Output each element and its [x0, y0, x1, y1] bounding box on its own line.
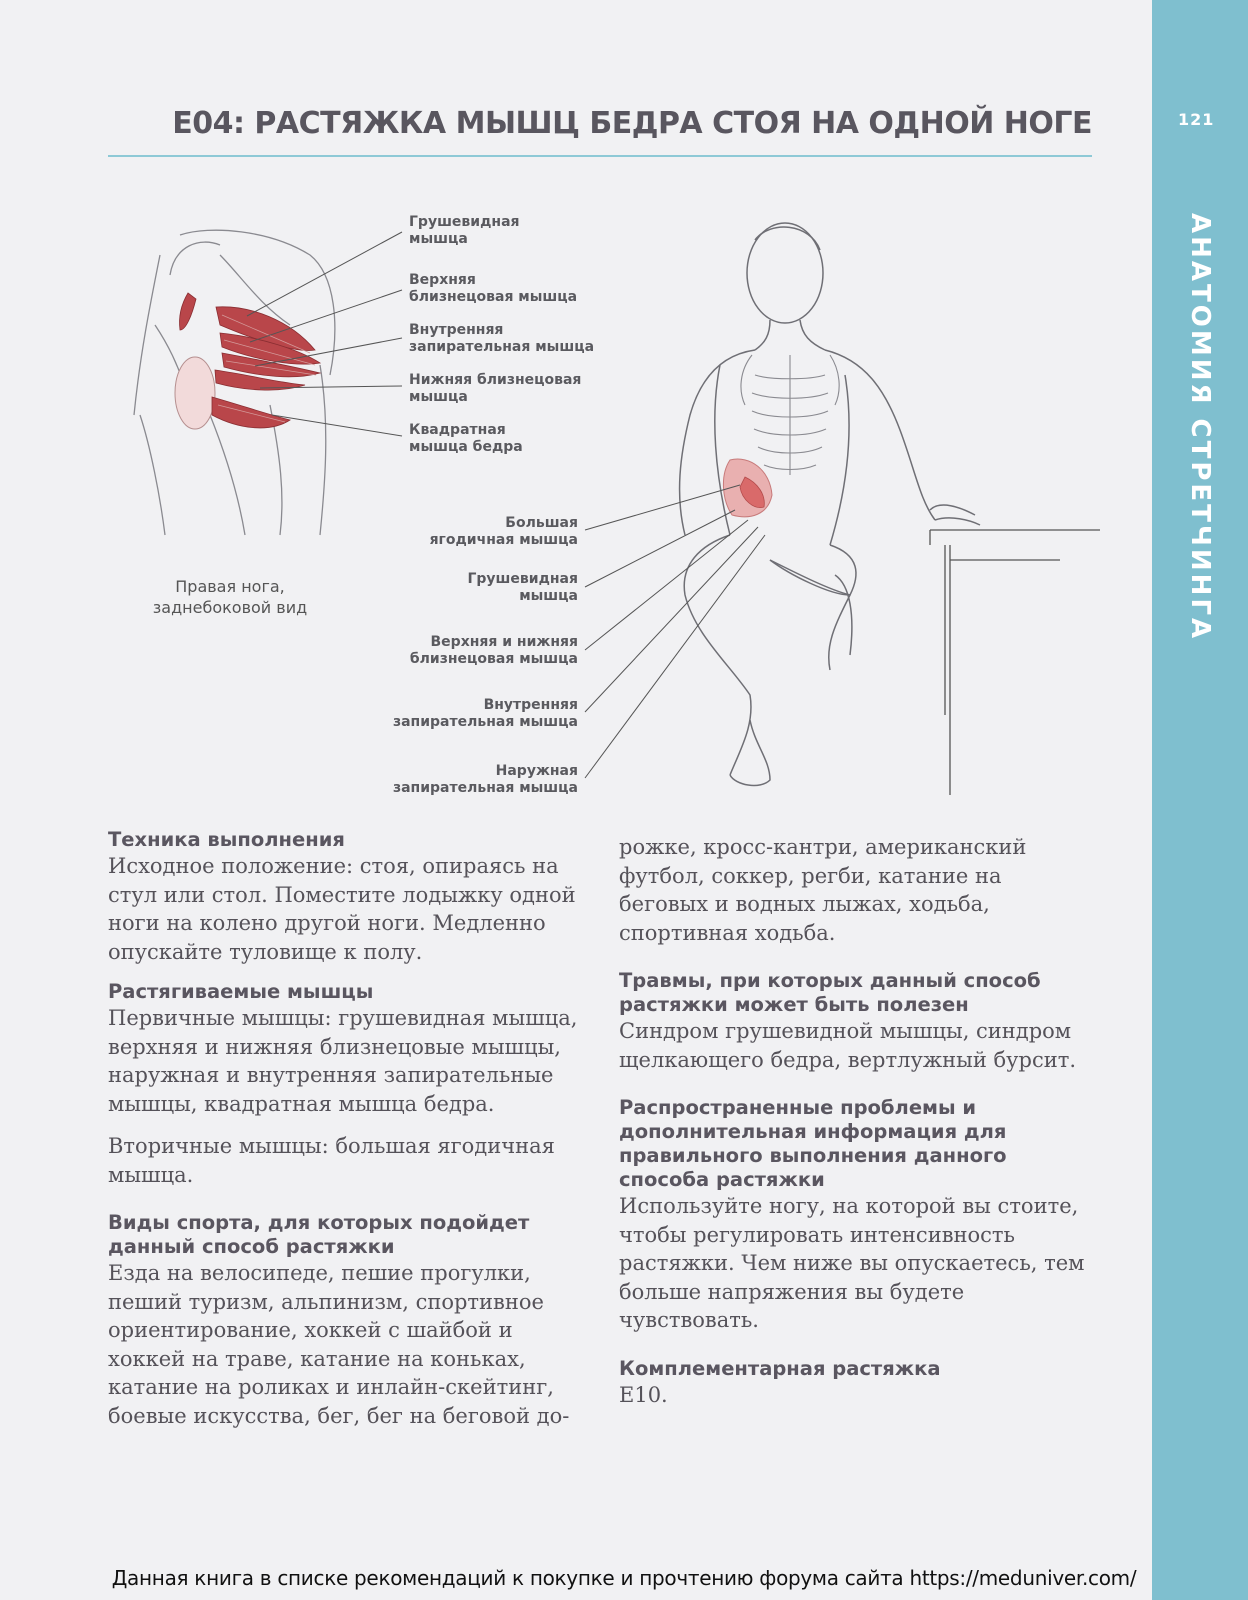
- injuries-heading: Травмы, при которых данный способ растяжки может быть полезен: [619, 969, 1041, 1016]
- label-obturator-internus: Внутренняя запирательная мышца: [409, 322, 595, 355]
- left-column: [108, 828, 578, 1430]
- label-superior-gemellus: Верхняя близнецовая мышца: [409, 272, 578, 305]
- section-title: АНАТОМИЯ СТРЕТЧИНГА: [1185, 213, 1215, 642]
- label-inferior-gemellus: Нижняя близнецовая мышца: [409, 372, 582, 405]
- technique-heading: Техника выполнения: [108, 828, 345, 851]
- label-obturator-externus: Наружная запирательная мышца: [392, 763, 578, 796]
- primary-muscles-text: Первичные мышцы: грушевидная мышца, верхняя и нижняя близнецовые мышцы, наружная и внутренняя запирательные мышцы, квадратная мышца бедра.: [108, 1006, 578, 1116]
- label-obturator-internus-right: Внутренняя запирательная мышца: [392, 697, 578, 730]
- complementary-heading: Комплементарная растяжка: [619, 1356, 941, 1380]
- label-gluteus-maximus: Большая ягодичная мышца: [429, 515, 578, 548]
- label-quadratus-femoris: Квадратная мышца бедра: [409, 422, 523, 455]
- figure-caption: Правая нога, заднебоковой вид: [152, 577, 308, 617]
- technique-text: Исходное положение: стоя, опираясь на стул или стол. Поместите лодыжку одной ноги на колено другой ноги. Медленно опускайте туловище к полу.: [108, 854, 576, 964]
- injuries-text: Синдром грушевидной мышцы, синдром щелкающего бедра, вертлужный бурсит.: [619, 1019, 1077, 1072]
- secondary-muscles-text: Вторичные мышцы: большая ягодичная мышца.: [108, 1134, 555, 1187]
- page-title: E04: РАСТЯЖКА МЫШЦ БЕДРА СТОЯ НА ОДНОЙ НОГЕ: [172, 106, 1092, 141]
- problems-heading: Распространенные проблемы и дополнительная информация для правильного выполнения данного способа растяжки: [619, 1096, 1007, 1191]
- page-number: 121: [1178, 110, 1215, 129]
- problems-text: Используйте ногу, на которой вы стоите, чтобы регулировать интенсивность растяжки. Чем ниже вы опускаетесь, тем больше напряжения вы будете чувствовать.: [619, 1194, 1085, 1332]
- right-column: [619, 833, 1089, 1409]
- sports-text: Езда на велосипеде, пешие прогулки, пеший туризм, альпинизм, спортивное ориентирование, хоккей с шайбой и хоккей на траве, катание на коньках, катание на роликах и инлайн-скейтинг, боевые искусства, бег, бег на беговой до-: [108, 1261, 570, 1428]
- complementary-text: E10.: [619, 1382, 668, 1407]
- sports-heading: Виды спорта, для которых подойдет данный способ растяжки: [108, 1211, 530, 1258]
- label-piriformis-right: Грушевидная мышца: [467, 571, 578, 604]
- label-gemelli: Верхняя и нижняя близнецовая мышца: [409, 634, 578, 667]
- label-piriformis: Грушевидная мышца: [409, 214, 520, 247]
- stretched-muscles-heading: Растягиваемые мышцы: [108, 980, 374, 1003]
- footer-note: Данная книга в списке рекомендаций к покупке и прочтению форума сайта https://meduniver.com/: [111, 1566, 1137, 1590]
- sports-text-continued: рожке, кросс-кантри, американский футбол, соккер, регби, катание на беговых и водных лыжах, ходьба, спортивная ходьба.: [619, 835, 1027, 945]
